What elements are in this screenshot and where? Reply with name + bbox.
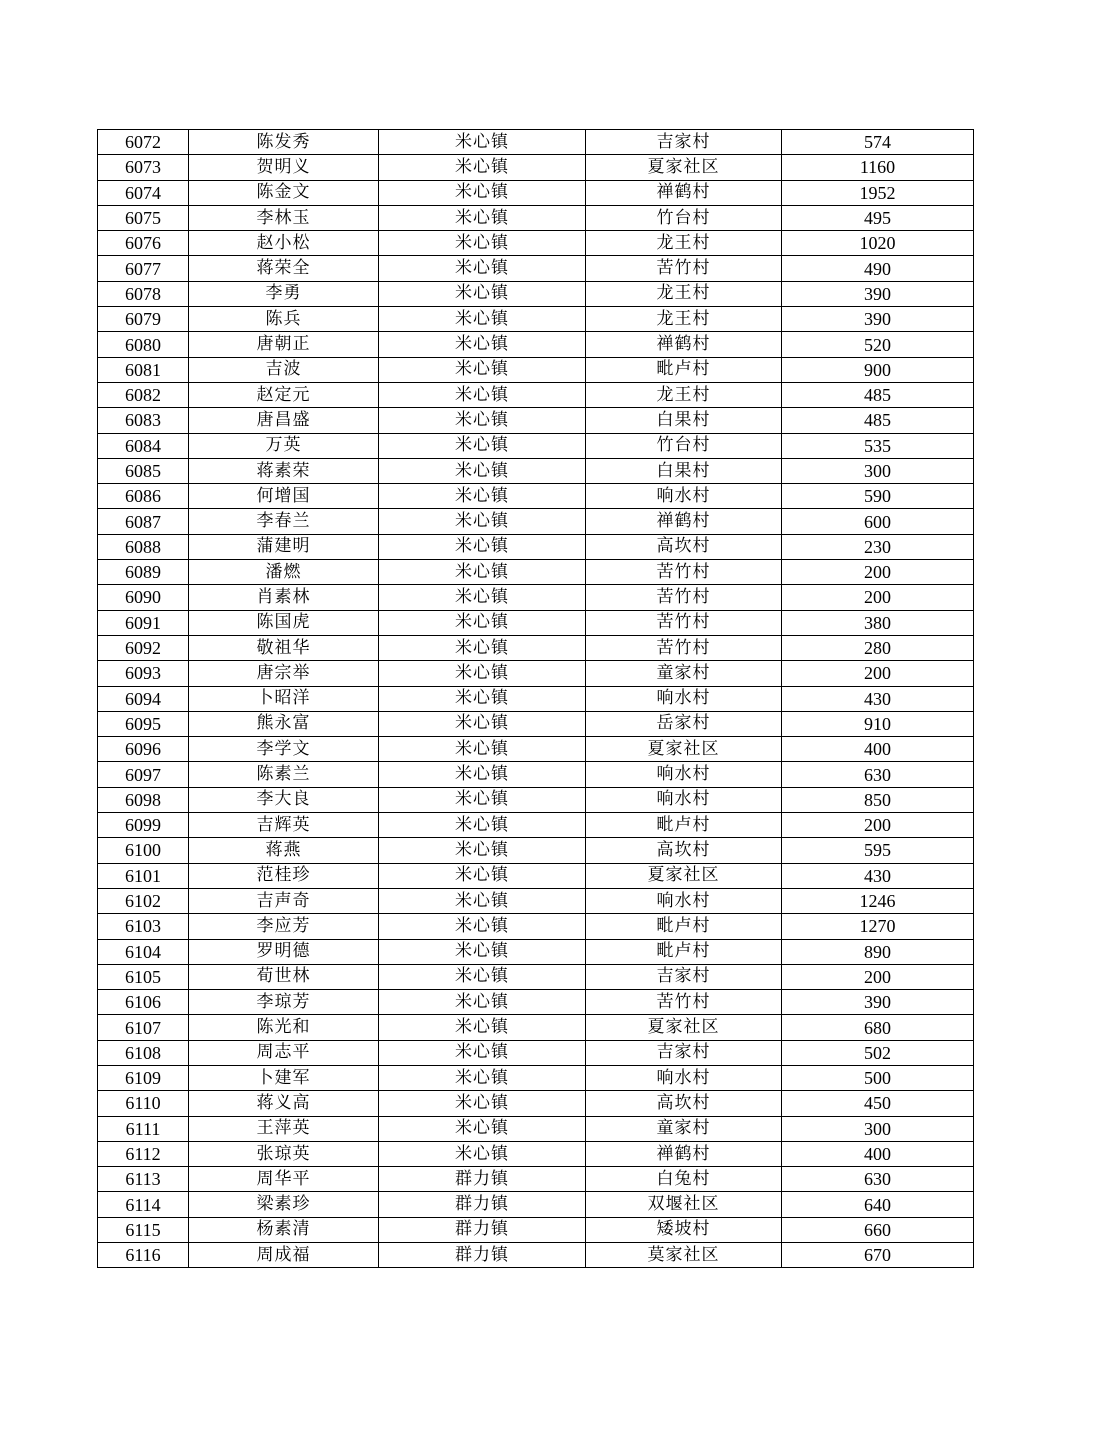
table-row [98, 1040, 974, 1065]
table-row [98, 408, 974, 433]
village-cell: 岳家村 [586, 711, 782, 736]
town-cell: 米心镇 [379, 964, 586, 989]
table-row [98, 888, 974, 913]
table-row [98, 1192, 974, 1217]
table-row [98, 914, 974, 939]
row-number-cell: 6093 [98, 661, 189, 686]
village-cell: 毗卢村 [586, 939, 782, 964]
village-cell: 吉家村 [586, 964, 782, 989]
table-row [98, 205, 974, 230]
village-cell: 矮坡村 [586, 1217, 782, 1242]
table-row [98, 737, 974, 762]
name-cell: 李琼芳 [189, 990, 379, 1015]
row-number-cell: 6088 [98, 534, 189, 559]
village-cell: 苦竹村 [586, 635, 782, 660]
village-cell: 苦竹村 [586, 610, 782, 635]
name-cell: 梁素珍 [189, 1192, 379, 1217]
table-row [98, 534, 974, 559]
name-cell: 陈国虎 [189, 610, 379, 635]
name-cell: 周华平 [189, 1167, 379, 1192]
town-cell: 米心镇 [379, 1116, 586, 1141]
town-cell: 米心镇 [379, 888, 586, 913]
table-row [98, 1141, 974, 1166]
amount-cell: 680 [782, 1015, 974, 1040]
row-number-cell: 6077 [98, 256, 189, 281]
row-number-cell: 6097 [98, 762, 189, 787]
town-cell: 米心镇 [379, 635, 586, 660]
town-cell: 米心镇 [379, 433, 586, 458]
name-cell: 熊永富 [189, 711, 379, 736]
town-cell: 米心镇 [379, 357, 586, 382]
name-cell: 陈素兰 [189, 762, 379, 787]
row-number-cell: 6090 [98, 585, 189, 610]
town-cell: 米心镇 [379, 155, 586, 180]
amount-cell: 660 [782, 1217, 974, 1242]
amount-cell: 390 [782, 307, 974, 332]
name-cell: 杨素清 [189, 1217, 379, 1242]
town-cell: 米心镇 [379, 1065, 586, 1090]
village-cell: 苦竹村 [586, 585, 782, 610]
town-cell: 米心镇 [379, 180, 586, 205]
amount-cell: 1246 [782, 888, 974, 913]
row-number-cell: 6111 [98, 1116, 189, 1141]
row-number-cell: 6084 [98, 433, 189, 458]
table-row [98, 1243, 974, 1268]
village-cell: 夏家社区 [586, 1015, 782, 1040]
name-cell: 万英 [189, 433, 379, 458]
town-cell: 米心镇 [379, 813, 586, 838]
row-number-cell: 6110 [98, 1091, 189, 1116]
amount-cell: 890 [782, 939, 974, 964]
village-cell: 龙王村 [586, 382, 782, 407]
name-cell: 吉波 [189, 357, 379, 382]
table-row [98, 484, 974, 509]
name-cell: 李大良 [189, 787, 379, 812]
row-number-cell: 6105 [98, 964, 189, 989]
amount-cell: 500 [782, 1065, 974, 1090]
town-cell: 米心镇 [379, 838, 586, 863]
village-cell: 响水村 [586, 686, 782, 711]
name-cell: 李学文 [189, 737, 379, 762]
town-cell: 米心镇 [379, 737, 586, 762]
village-cell: 响水村 [586, 888, 782, 913]
town-cell: 米心镇 [379, 939, 586, 964]
table-row [98, 1217, 974, 1242]
town-cell: 米心镇 [379, 610, 586, 635]
village-cell: 禅鹤村 [586, 332, 782, 357]
amount-cell: 900 [782, 357, 974, 382]
amount-cell: 400 [782, 1141, 974, 1166]
name-cell: 卜建军 [189, 1065, 379, 1090]
town-cell: 米心镇 [379, 130, 586, 155]
name-cell: 李勇 [189, 281, 379, 306]
amount-cell: 910 [782, 711, 974, 736]
town-cell: 米心镇 [379, 484, 586, 509]
village-cell: 龙王村 [586, 231, 782, 256]
row-number-cell: 6086 [98, 484, 189, 509]
village-cell: 响水村 [586, 1065, 782, 1090]
name-cell: 蒋素荣 [189, 458, 379, 483]
town-cell: 米心镇 [379, 231, 586, 256]
name-cell: 蒲建明 [189, 534, 379, 559]
table-body [98, 130, 974, 1268]
village-cell: 苦竹村 [586, 560, 782, 585]
row-number-cell: 6089 [98, 560, 189, 585]
village-cell: 龙王村 [586, 307, 782, 332]
row-number-cell: 6072 [98, 130, 189, 155]
name-cell: 吉声奇 [189, 888, 379, 913]
name-cell: 吉辉英 [189, 813, 379, 838]
village-cell: 响水村 [586, 762, 782, 787]
town-cell: 米心镇 [379, 332, 586, 357]
town-cell: 米心镇 [379, 1141, 586, 1166]
village-cell: 禅鹤村 [586, 180, 782, 205]
town-cell: 米心镇 [379, 787, 586, 812]
amount-cell: 230 [782, 534, 974, 559]
name-cell: 蒋燕 [189, 838, 379, 863]
table-row [98, 281, 974, 306]
name-cell: 贺明义 [189, 155, 379, 180]
amount-cell: 485 [782, 408, 974, 433]
name-cell: 范桂珍 [189, 863, 379, 888]
row-number-cell: 6099 [98, 813, 189, 838]
amount-cell: 630 [782, 1167, 974, 1192]
name-cell: 荀世林 [189, 964, 379, 989]
row-number-cell: 6096 [98, 737, 189, 762]
row-number-cell: 6103 [98, 914, 189, 939]
name-cell: 唐宗举 [189, 661, 379, 686]
name-cell: 蒋义高 [189, 1091, 379, 1116]
table-row [98, 585, 974, 610]
town-cell: 米心镇 [379, 686, 586, 711]
name-cell: 李春兰 [189, 509, 379, 534]
village-cell: 响水村 [586, 484, 782, 509]
row-number-cell: 6082 [98, 382, 189, 407]
amount-cell: 590 [782, 484, 974, 509]
amount-cell: 300 [782, 458, 974, 483]
row-number-cell: 6107 [98, 1015, 189, 1040]
amount-cell: 520 [782, 332, 974, 357]
table-row [98, 1116, 974, 1141]
name-cell: 唐昌盛 [189, 408, 379, 433]
amount-cell: 535 [782, 433, 974, 458]
village-cell: 夏家社区 [586, 863, 782, 888]
village-cell: 高坎村 [586, 534, 782, 559]
town-cell: 群力镇 [379, 1243, 586, 1268]
amount-cell: 390 [782, 281, 974, 306]
amount-cell: 485 [782, 382, 974, 407]
amount-cell: 200 [782, 964, 974, 989]
town-cell: 米心镇 [379, 711, 586, 736]
table-row [98, 964, 974, 989]
table-row [98, 711, 974, 736]
amount-cell: 430 [782, 863, 974, 888]
amount-cell: 300 [782, 1116, 974, 1141]
name-cell: 周志平 [189, 1040, 379, 1065]
amount-cell: 400 [782, 737, 974, 762]
row-number-cell: 6114 [98, 1192, 189, 1217]
row-number-cell: 6076 [98, 231, 189, 256]
table-row [98, 231, 974, 256]
row-number-cell: 6106 [98, 990, 189, 1015]
town-cell: 米心镇 [379, 281, 586, 306]
row-number-cell: 6081 [98, 357, 189, 382]
village-cell: 竹台村 [586, 205, 782, 230]
amount-cell: 200 [782, 813, 974, 838]
table-row [98, 838, 974, 863]
amount-cell: 1020 [782, 231, 974, 256]
row-number-cell: 6073 [98, 155, 189, 180]
town-cell: 米心镇 [379, 307, 586, 332]
table-row [98, 1167, 974, 1192]
village-cell: 毗卢村 [586, 813, 782, 838]
village-cell: 苦竹村 [586, 256, 782, 281]
table-row [98, 686, 974, 711]
amount-cell: 200 [782, 560, 974, 585]
name-cell: 周成福 [189, 1243, 379, 1268]
table-row [98, 357, 974, 382]
village-cell: 夏家社区 [586, 155, 782, 180]
amount-cell: 390 [782, 990, 974, 1015]
amount-cell: 595 [782, 838, 974, 863]
row-number-cell: 6102 [98, 888, 189, 913]
table-row [98, 332, 974, 357]
row-number-cell: 6104 [98, 939, 189, 964]
name-cell: 张琼英 [189, 1141, 379, 1166]
row-number-cell: 6080 [98, 332, 189, 357]
town-cell: 米心镇 [379, 661, 586, 686]
table-row [98, 939, 974, 964]
row-number-cell: 6113 [98, 1167, 189, 1192]
village-cell: 苦竹村 [586, 990, 782, 1015]
table-row [98, 307, 974, 332]
town-cell: 米心镇 [379, 458, 586, 483]
town-cell: 米心镇 [379, 560, 586, 585]
data-table [97, 129, 974, 1268]
name-cell: 李林玉 [189, 205, 379, 230]
village-cell: 双堰社区 [586, 1192, 782, 1217]
town-cell: 群力镇 [379, 1192, 586, 1217]
table-row [98, 560, 974, 585]
amount-cell: 490 [782, 256, 974, 281]
name-cell: 陈兵 [189, 307, 379, 332]
amount-cell: 1952 [782, 180, 974, 205]
table-row [98, 1091, 974, 1116]
row-number-cell: 6091 [98, 610, 189, 635]
table-row [98, 458, 974, 483]
table-row [98, 509, 974, 534]
town-cell: 米心镇 [379, 408, 586, 433]
row-number-cell: 6109 [98, 1065, 189, 1090]
name-cell: 陈光和 [189, 1015, 379, 1040]
name-cell: 唐朝正 [189, 332, 379, 357]
table-row [98, 433, 974, 458]
name-cell: 潘燃 [189, 560, 379, 585]
amount-cell: 495 [782, 205, 974, 230]
name-cell: 王萍英 [189, 1116, 379, 1141]
table-row [98, 762, 974, 787]
table-row [98, 382, 974, 407]
name-cell: 罗明德 [189, 939, 379, 964]
amount-cell: 630 [782, 762, 974, 787]
village-cell: 响水村 [586, 787, 782, 812]
amount-cell: 380 [782, 610, 974, 635]
name-cell: 肖素林 [189, 585, 379, 610]
town-cell: 米心镇 [379, 585, 586, 610]
village-cell: 高坎村 [586, 1091, 782, 1116]
row-number-cell: 6098 [98, 787, 189, 812]
amount-cell: 450 [782, 1091, 974, 1116]
village-cell: 夏家社区 [586, 737, 782, 762]
table-row [98, 180, 974, 205]
town-cell: 米心镇 [379, 382, 586, 407]
amount-cell: 640 [782, 1192, 974, 1217]
village-cell: 龙王村 [586, 281, 782, 306]
row-number-cell: 6094 [98, 686, 189, 711]
town-cell: 米心镇 [379, 534, 586, 559]
town-cell: 群力镇 [379, 1217, 586, 1242]
table-row [98, 1015, 974, 1040]
name-cell: 赵定元 [189, 382, 379, 407]
town-cell: 群力镇 [379, 1167, 586, 1192]
village-cell: 吉家村 [586, 130, 782, 155]
town-cell: 米心镇 [379, 205, 586, 230]
name-cell: 陈金文 [189, 180, 379, 205]
amount-cell: 1160 [782, 155, 974, 180]
table-row [98, 130, 974, 155]
village-cell: 童家村 [586, 661, 782, 686]
row-number-cell: 6115 [98, 1217, 189, 1242]
town-cell: 米心镇 [379, 762, 586, 787]
table-row [98, 256, 974, 281]
table-row [98, 787, 974, 812]
table-row [98, 990, 974, 1015]
row-number-cell: 6087 [98, 509, 189, 534]
amount-cell: 502 [782, 1040, 974, 1065]
amount-cell: 200 [782, 661, 974, 686]
town-cell: 米心镇 [379, 509, 586, 534]
row-number-cell: 6074 [98, 180, 189, 205]
village-cell: 莫家社区 [586, 1243, 782, 1268]
town-cell: 米心镇 [379, 914, 586, 939]
name-cell: 蒋荣全 [189, 256, 379, 281]
row-number-cell: 6101 [98, 863, 189, 888]
village-cell: 毗卢村 [586, 357, 782, 382]
village-cell: 童家村 [586, 1116, 782, 1141]
town-cell: 米心镇 [379, 1015, 586, 1040]
table-row [98, 155, 974, 180]
table-row [98, 813, 974, 838]
village-cell: 白果村 [586, 408, 782, 433]
village-cell: 高坎村 [586, 838, 782, 863]
name-cell: 何增国 [189, 484, 379, 509]
amount-cell: 430 [782, 686, 974, 711]
row-number-cell: 6108 [98, 1040, 189, 1065]
row-number-cell: 6116 [98, 1243, 189, 1268]
name-cell: 卜昭洋 [189, 686, 379, 711]
row-number-cell: 6112 [98, 1141, 189, 1166]
amount-cell: 670 [782, 1243, 974, 1268]
amount-cell: 574 [782, 130, 974, 155]
town-cell: 米心镇 [379, 1091, 586, 1116]
name-cell: 赵小松 [189, 231, 379, 256]
table-row [98, 610, 974, 635]
village-cell: 毗卢村 [586, 914, 782, 939]
amount-cell: 1270 [782, 914, 974, 939]
amount-cell: 280 [782, 635, 974, 660]
town-cell: 米心镇 [379, 1040, 586, 1065]
amount-cell: 850 [782, 787, 974, 812]
row-number-cell: 6095 [98, 711, 189, 736]
table-row [98, 863, 974, 888]
row-number-cell: 6075 [98, 205, 189, 230]
town-cell: 米心镇 [379, 863, 586, 888]
row-number-cell: 6085 [98, 458, 189, 483]
row-number-cell: 6083 [98, 408, 189, 433]
table-row [98, 635, 974, 660]
name-cell: 敬祖华 [189, 635, 379, 660]
row-number-cell: 6079 [98, 307, 189, 332]
amount-cell: 600 [782, 509, 974, 534]
village-cell: 竹台村 [586, 433, 782, 458]
town-cell: 米心镇 [379, 990, 586, 1015]
name-cell: 李应芳 [189, 914, 379, 939]
village-cell: 禅鹤村 [586, 1141, 782, 1166]
name-cell: 陈发秀 [189, 130, 379, 155]
village-cell: 吉家村 [586, 1040, 782, 1065]
row-number-cell: 6092 [98, 635, 189, 660]
row-number-cell: 6100 [98, 838, 189, 863]
village-cell: 白果村 [586, 458, 782, 483]
village-cell: 白兔村 [586, 1167, 782, 1192]
village-cell: 禅鹤村 [586, 509, 782, 534]
table-row [98, 1065, 974, 1090]
row-number-cell: 6078 [98, 281, 189, 306]
table-row [98, 661, 974, 686]
town-cell: 米心镇 [379, 256, 586, 281]
amount-cell: 200 [782, 585, 974, 610]
